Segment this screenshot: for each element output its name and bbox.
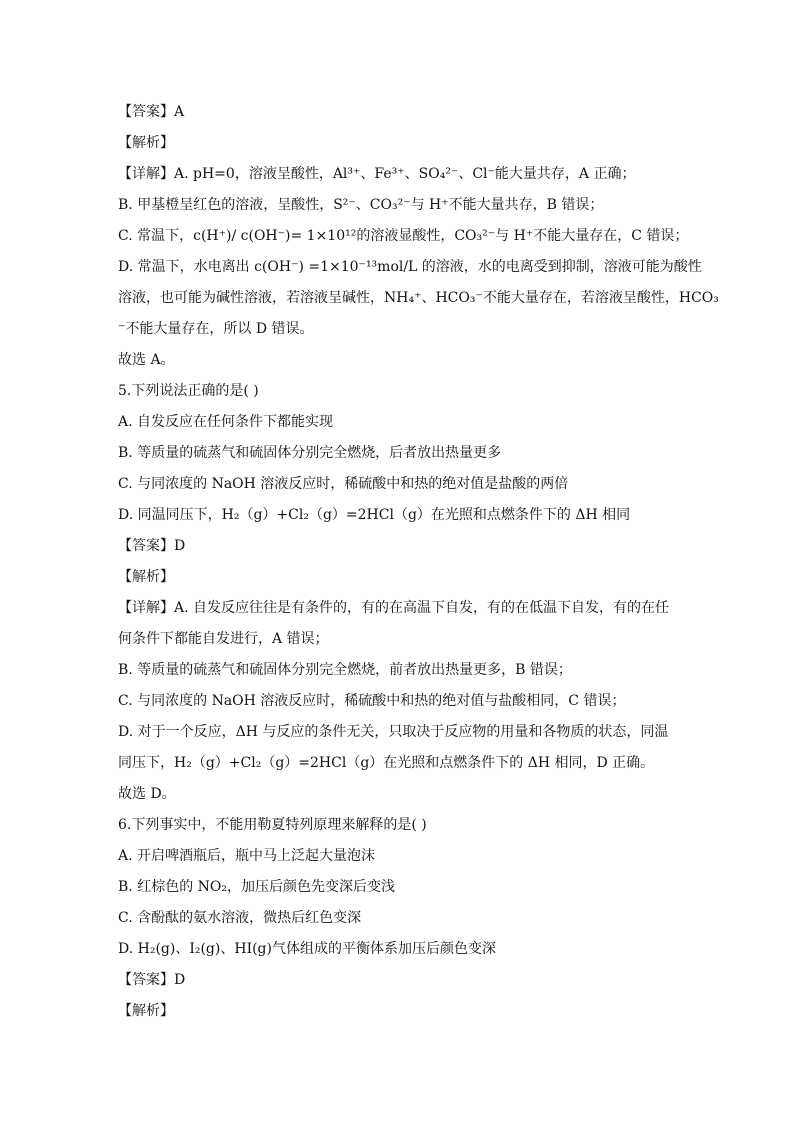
detail-line: 同压下，H₂（g）+Cl₂（g）=2HCl（g）在光照和点燃条件下的 ΔH 相同，D 正确。 bbox=[118, 755, 655, 771]
question-5-stem: 5.下列说法正确的是( ) bbox=[118, 383, 259, 399]
detail-line: 何条件下都能自发进行，A 错误； bbox=[118, 631, 329, 647]
detail-line: 溶液，也可能为碱性溶液，若溶液呈碱性，NH₄⁺、HCO₃⁻不能大量存在，若溶液呈酸性，HCO₃ bbox=[118, 290, 719, 306]
detail-line: 【详解】A. pH=0，溶液呈酸性，Al³⁺、Fe³⁺、SO₄²⁻、Cl⁻能大量共存，A 正确； bbox=[118, 166, 636, 182]
detail-line: C. 常温下，c(H⁺)/ c(OH⁻)= 1×10¹²的溶液显酸性，CO₃²⁻与 H⁺不能大量存在，C 错误； bbox=[118, 228, 689, 244]
detail-line: D. 对于一个反应，ΔH 与反应的条件无关，只取决于反应物的用量和各物质的状态，同温 bbox=[118, 724, 669, 740]
detail-line: 【详解】A. 自发反应往往是有条件的，有的在高温下自发，有的在低温下自发，有的在任 bbox=[118, 600, 670, 616]
option-d: D. H₂(g)、I₂(g)、HI(g)气体组成的平衡体系加压后颜色变深 bbox=[118, 941, 496, 957]
analysis-label: 【解析】 bbox=[118, 135, 174, 151]
analysis-label: 【解析】 bbox=[118, 1003, 174, 1019]
analysis-label: 【解析】 bbox=[118, 569, 174, 585]
detail-line: B. 等质量的硫蒸气和硫固体分别完全燃烧，前者放出热量更多，B 错误； bbox=[118, 662, 572, 678]
detail-line: B. 甲基橙呈红色的溶液，呈酸性，S²⁻、CO₃²⁻与 H⁺不能大量共存，B 错误； bbox=[118, 197, 604, 213]
option-c: C. 含酚酞的氨水溶液，微热后红色变深 bbox=[118, 910, 362, 926]
question-6-stem: 6.下列事实中，不能用勒夏特列原理来解释的是( ) bbox=[118, 817, 427, 833]
option-b: B. 红棕色的 NO₂，加压后颜色先变深后变浅 bbox=[118, 879, 395, 895]
option-a: A. 开启啤酒瓶后，瓶中马上泛起大量泡沫 bbox=[118, 848, 376, 864]
answer-label: 【答案】D bbox=[118, 538, 186, 554]
conclusion-line: 故选 A。 bbox=[118, 352, 175, 368]
detail-line: C. 与同浓度的 NaOH 溶液反应时，稀硫酸中和热的绝对值与盐酸相同，C 错误； bbox=[118, 693, 626, 709]
detail-line: D. 常温下，水电离出 c(OH⁻) =1×10⁻¹³mol/L 的溶液，水的电离受到抑制，溶液可能为酸性 bbox=[118, 259, 702, 275]
option-c: C. 与同浓度的 NaOH 溶液反应时，稀硫酸中和热的绝对值是盐酸的两倍 bbox=[118, 476, 569, 492]
conclusion-line: 故选 D。 bbox=[118, 786, 176, 802]
answer-label: 【答案】A bbox=[118, 104, 185, 120]
option-b: B. 等质量的硫蒸气和硫固体分别完全燃烧，后者放出热量更多 bbox=[118, 445, 502, 461]
option-d: D. 同温同压下，H₂（g）+Cl₂（g）=2HCl（g）在光照和点燃条件下的 ΔH 相同 bbox=[118, 507, 631, 523]
detail-line: ⁻不能大量存在，所以 D 错误。 bbox=[118, 321, 314, 337]
option-a: A. 自发反应在任何条件下都能实现 bbox=[118, 414, 334, 430]
answer-label: 【答案】D bbox=[118, 972, 186, 988]
